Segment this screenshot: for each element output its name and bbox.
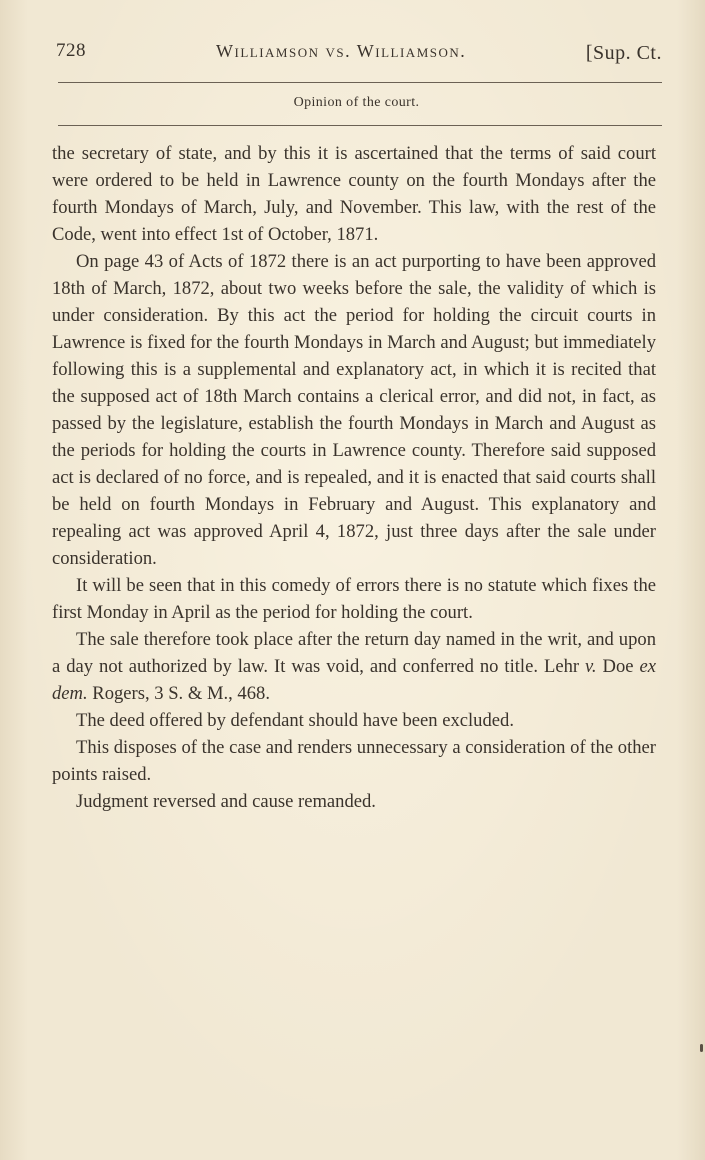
citation-v: v. (585, 656, 597, 677)
header-rule-bottom (58, 125, 662, 126)
paragraph-6: This disposes of the case and renders unnecessary a consideration of the other points raised. (52, 737, 656, 785)
section-subheading: Opinion of the court. (293, 95, 420, 110)
paragraph-4 (52, 626, 656, 707)
citation-ex-dem: ex dem. (52, 656, 656, 704)
paragraph-5: The deed offered by defendant should have been excluded. (76, 710, 514, 731)
paragraph-1: the secretary of state, and by this it is ascertained that the terms of said court were ordered to be held in Lawrence county on the fourth Mondays after the fourth Mondays of March, July, and November. This law, with the rest of the Code, went into effect 1st of October, 1871. (52, 143, 656, 245)
paragraph-2: On page 43 of Acts of 1872 there is an act purporting to have been approved 18th of March, 1872, about two weeks before the sale, the validity of which is under consideration. By this act the period for holding the circuit courts in Lawrence is fixed for the fourth Mondays in March and August; but immediately following this is a supplemental and explanatory act, in which it is recited that the supposed act of 18th March contains a clerical error, and did not, in fact, as passed by the legislature, establish the fourth Mondays in March and August as the periods for holding the courts in Lawrence county. Therefore said supposed act is declared of no force, and is repealed, and it is enacted that said courts shall be held on fourth Mondays in February and August. This explanatory and repealing act was approved April 4, 1872, just three days after the sale under consideration. (52, 251, 656, 569)
opinion-body (52, 140, 656, 815)
citation-mid-text: Doe (596, 656, 640, 677)
ink-speck-mark (700, 1044, 703, 1052)
paragraph-7: Judgment reversed and cause remanded. (76, 791, 376, 812)
citation-tail-text: Rogers, 3 S. & M., 468. (87, 683, 270, 704)
running-header (56, 36, 666, 70)
citation-lead-text: The sale therefore took place after the return day named in the writ, and upon a day not authorized by law. It was void, and conferred no title. Lehr (52, 629, 656, 677)
header-rule-top (58, 82, 662, 83)
page-number: 728 (56, 40, 86, 61)
running-title: Williamson vs. Williamson. (216, 41, 467, 61)
court-abbreviation: [Sup. Ct. (585, 42, 662, 64)
paragraph-3: It will be seen that in this comedy of errors there is no statute which fixes the first Monday in April as the period for holding the court. (52, 575, 656, 623)
